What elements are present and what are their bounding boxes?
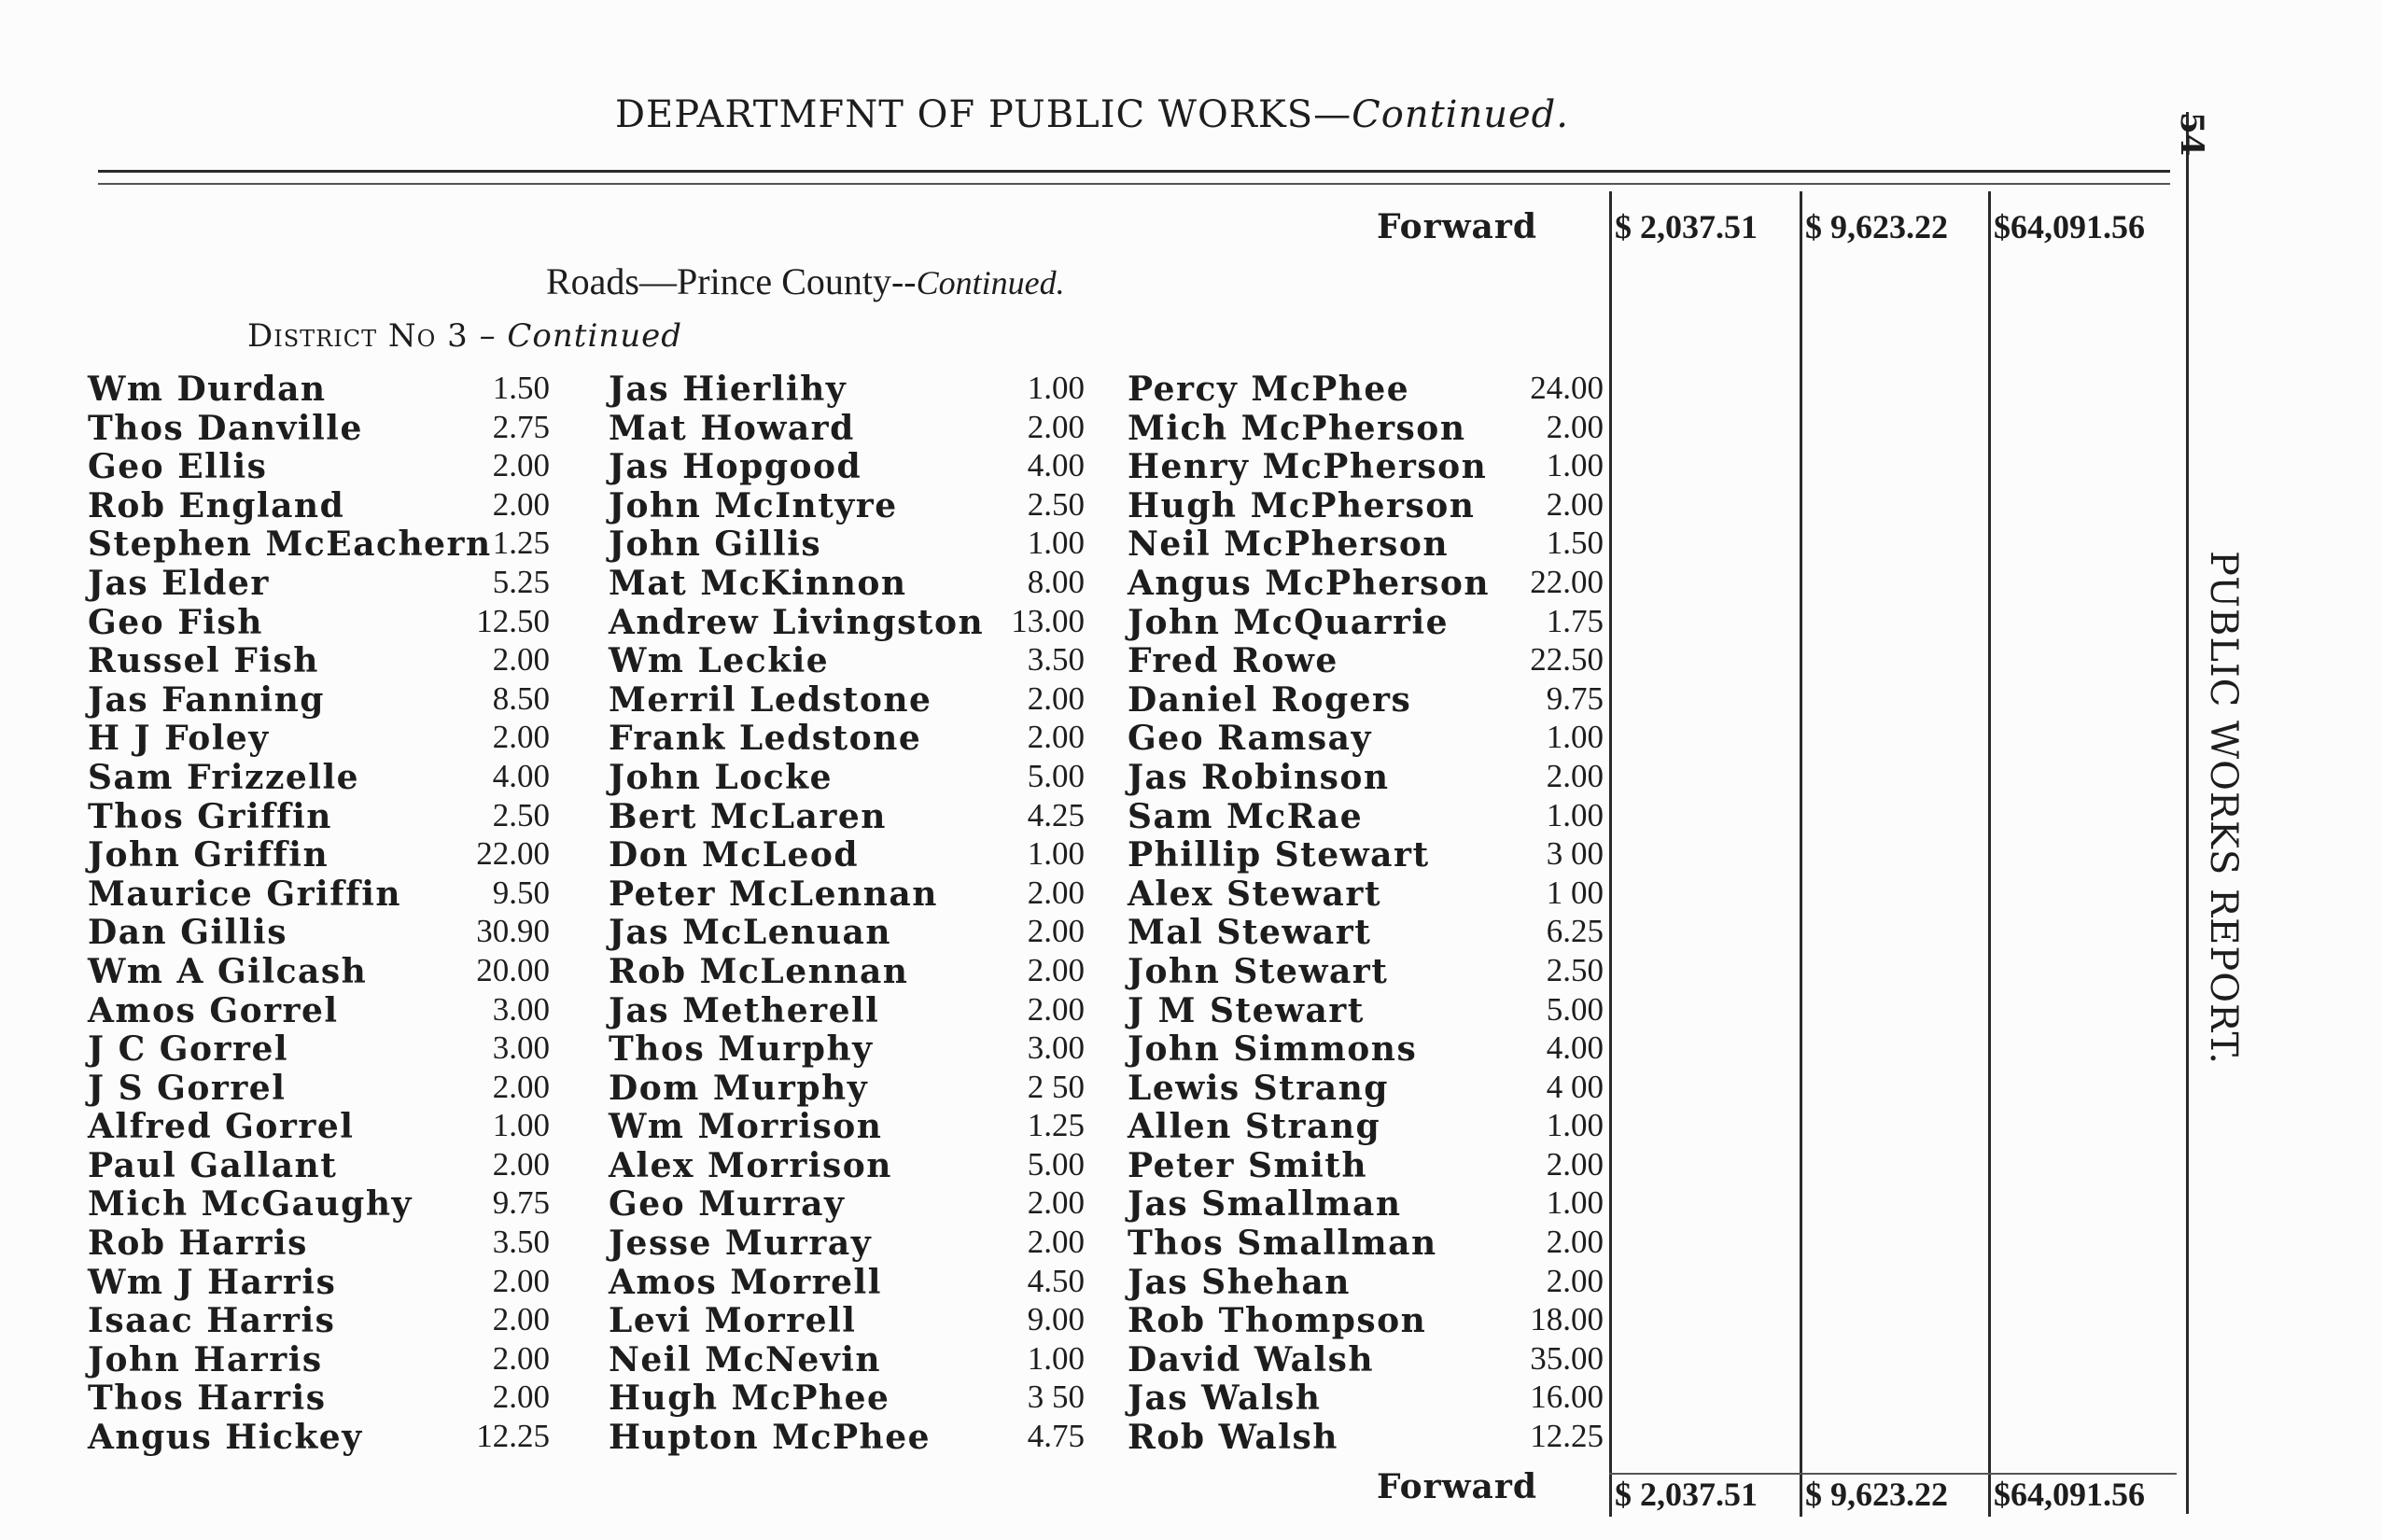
ledger-entry <box>1128 525 1613 564</box>
entry-amount: 4.00 <box>1546 1029 1604 1067</box>
entry-amount: 2.00 <box>1546 1145 1604 1183</box>
entry-amount: 12.25 <box>476 1418 550 1455</box>
entry-amount: 3.00 <box>1027 1029 1085 1067</box>
entry-amount: 2.00 <box>492 1339 550 1377</box>
ledger-entry <box>609 1340 1094 1379</box>
entry-amount: 2.00 <box>1546 1262 1604 1299</box>
entry-name: Geo Fish <box>88 602 263 642</box>
entry-amount: 5.00 <box>1027 757 1085 794</box>
entry-amount: 6.25 <box>1546 913 1604 950</box>
entry-name: Thos Harris <box>88 1379 327 1419</box>
entry-name: Dom Murphy <box>609 1068 869 1108</box>
entry-amount: 2.00 <box>1027 679 1085 717</box>
name-column-3 <box>1128 370 1613 1457</box>
entry-name: Dan Gillis <box>88 913 287 953</box>
entry-name: Paul Gallant <box>88 1145 338 1185</box>
entry-amount: 9.00 <box>1027 1301 1085 1338</box>
ledger-entry <box>1128 991 1613 1030</box>
forward-bottom-amount-1: $ 2,037.51 <box>1615 1476 1758 1513</box>
ledger-entry <box>1128 409 1613 448</box>
entry-name: John Locke <box>609 757 834 797</box>
ledger-entry <box>609 719 1094 758</box>
entry-name: Wm Morrison <box>609 1107 883 1147</box>
name-column-1 <box>88 370 573 1457</box>
entry-name: Sam McRae <box>1128 796 1364 836</box>
section-continued: Continued. <box>916 264 1065 301</box>
ledger-entry <box>88 1107 573 1146</box>
entry-amount: 35.00 <box>1530 1339 1604 1377</box>
ledger-entry <box>1128 1107 1613 1146</box>
entry-amount: 1.50 <box>1546 525 1604 562</box>
entry-name: Peter McLennan <box>609 874 938 914</box>
entry-name: Frank Ledstone <box>609 719 922 759</box>
entry-amount: 2.75 <box>492 408 550 445</box>
ledger-entry <box>88 680 573 720</box>
ledger-entry <box>609 409 1094 448</box>
ledger-entry <box>88 797 573 836</box>
entry-amount: 1.00 <box>1546 796 1604 833</box>
entry-name: Allen Strang <box>1128 1107 1381 1147</box>
entry-amount: 1.00 <box>1027 370 1085 406</box>
entry-amount: 4.75 <box>1027 1418 1085 1455</box>
entry-amount: 2.00 <box>1027 1184 1085 1222</box>
entry-name: Mich McPherson <box>1128 408 1466 448</box>
entry-amount: 4 00 <box>1546 1068 1604 1105</box>
entry-amount: 24.00 <box>1530 370 1604 406</box>
ledger-entry <box>609 486 1094 525</box>
entry-amount: 5.25 <box>492 563 550 600</box>
entry-name: Don McLeod <box>609 835 860 875</box>
entry-amount: 1.25 <box>1027 1107 1085 1144</box>
ledger-entry <box>1128 1069 1613 1108</box>
entry-name: Neil McPherson <box>1128 525 1450 565</box>
entry-amount: 1.50 <box>492 370 550 406</box>
entry-name: Mat Howard <box>609 408 855 448</box>
ledger-entry <box>1128 1146 1613 1185</box>
ledger-entry <box>88 447 573 486</box>
entry-amount: 3.50 <box>492 1224 550 1261</box>
entry-name: Jas Hierlihy <box>609 370 848 409</box>
district-heading <box>247 317 682 355</box>
entry-amount: 2.00 <box>492 447 550 484</box>
ledger-entry <box>609 1107 1094 1146</box>
entry-name: Jas Smallman <box>1128 1184 1402 1225</box>
entry-amount: 22.00 <box>476 835 550 873</box>
entry-name: Jas McLenuan <box>609 913 891 953</box>
entry-name: Wm Leckie <box>609 641 830 681</box>
ledger-entry <box>609 835 1094 875</box>
forward-top-label: Forward <box>1377 207 1538 246</box>
ledger-entry <box>88 525 573 564</box>
entry-name: John Simmons <box>1128 1029 1418 1070</box>
entry-name: John McIntyre <box>609 485 898 525</box>
entry-name: J C Gorrel <box>88 1029 289 1070</box>
entry-name: Alex Stewart <box>1128 874 1381 914</box>
forward-top-amount-2: $ 9,623.22 <box>1805 208 1948 245</box>
section-title <box>546 259 1065 303</box>
ledger-rule-2 <box>1800 191 1802 1517</box>
ledger-entry <box>1128 680 1613 720</box>
ledger-entry <box>88 835 573 875</box>
district-label: District No 3 – <box>247 317 497 355</box>
ledger-entry <box>1128 1340 1613 1379</box>
entry-amount: 3.00 <box>492 1029 550 1067</box>
entry-amount: 2.00 <box>1027 951 1085 988</box>
entry-name: Jas Shehan <box>1128 1262 1351 1302</box>
entry-amount: 2.00 <box>1027 990 1085 1028</box>
ledger-entry <box>1128 719 1613 758</box>
entry-amount: 2.00 <box>1027 408 1085 445</box>
entry-amount: 1 00 <box>1546 874 1604 911</box>
entry-amount: 1.25 <box>492 525 550 562</box>
entry-amount: 3.00 <box>492 990 550 1028</box>
ledger-entry <box>609 875 1094 914</box>
ledger-entry <box>1128 1301 1613 1340</box>
entry-name: Lewis Strang <box>1128 1068 1389 1108</box>
ledger-entry <box>88 1146 573 1185</box>
entry-amount: 2.00 <box>492 1262 550 1299</box>
ledger-entry <box>609 680 1094 720</box>
ledger-entry <box>609 1263 1094 1302</box>
ledger-entry <box>1128 1184 1613 1224</box>
margin-rule <box>2186 112 2189 1514</box>
ledger-entry <box>1128 641 1613 680</box>
ledger-rule-3 <box>1988 191 1991 1517</box>
ledger-entry <box>1128 835 1613 875</box>
ledger-entry <box>88 409 573 448</box>
entry-amount: 2.50 <box>492 796 550 833</box>
ledger-entry <box>609 1301 1094 1340</box>
entry-name: Rob Thompson <box>1128 1301 1427 1341</box>
entry-amount: 2.50 <box>1027 485 1085 523</box>
entry-name: Jas Fanning <box>88 679 325 720</box>
entry-amount: 9.75 <box>492 1184 550 1222</box>
entry-name: Wm J Harris <box>88 1262 337 1302</box>
entry-amount: 8.00 <box>1027 563 1085 600</box>
ledger-entry <box>609 797 1094 836</box>
ledger-entry <box>609 758 1094 797</box>
entry-amount: 13.00 <box>1011 602 1085 639</box>
ledger-entry <box>609 1029 1094 1069</box>
entry-amount: 2.00 <box>1546 757 1604 794</box>
entry-amount: 30.90 <box>476 913 550 950</box>
entry-name: Wm A Gilcash <box>88 951 368 991</box>
forward-bottom-amount-3: $64,091.56 <box>1994 1476 2145 1513</box>
entry-amount: 2.00 <box>1027 913 1085 950</box>
entry-amount: 2.00 <box>1546 1224 1604 1261</box>
ledger-entry <box>88 1263 573 1302</box>
header-rule <box>98 170 2170 173</box>
ledger-entry <box>1128 1263 1613 1302</box>
ledger-entry <box>1128 758 1613 797</box>
entry-name: Henry McPherson <box>1128 447 1488 487</box>
entry-amount: 2 50 <box>1027 1068 1085 1105</box>
district-continued: Continued <box>507 317 683 355</box>
ledger-entry <box>88 1224 573 1263</box>
entry-name: John McQuarrie <box>1128 602 1450 642</box>
ledger-entry <box>1128 952 1613 991</box>
entry-amount: 1.00 <box>1546 719 1604 756</box>
forward-top-amount-1: $ 2,037.51 <box>1615 208 1758 245</box>
entry-name: Jas Robinson <box>1128 757 1390 797</box>
forward-bottom-amount-2: $ 9,623.22 <box>1805 1476 1948 1513</box>
entry-name: Hugh McPhee <box>609 1379 890 1419</box>
entry-amount: 1.00 <box>1546 1184 1604 1222</box>
entry-name: Amos Gorrel <box>88 990 339 1030</box>
entry-amount: 4.00 <box>1027 447 1085 484</box>
entry-name: Angus McPherson <box>1128 563 1491 603</box>
entry-name: Sam Frizzelle <box>88 757 360 797</box>
entry-amount: 5.00 <box>1027 1145 1085 1183</box>
ledger-entry <box>609 1418 1094 1457</box>
entry-name: Geo Ramsay <box>1128 719 1372 759</box>
page-number: 54 <box>2173 112 2210 157</box>
ledger-entry <box>88 564 573 603</box>
entry-name: Rob England <box>88 485 345 525</box>
ledger-entry <box>609 447 1094 486</box>
ledger-entry <box>88 1340 573 1379</box>
entry-name: Jas Walsh <box>1128 1379 1322 1419</box>
entry-name: John Gillis <box>609 525 822 565</box>
side-title: PUBLIC WORKS REPORT. <box>2202 551 2245 1065</box>
entry-amount: 4.00 <box>492 757 550 794</box>
entry-name: Bert McLaren <box>609 796 887 836</box>
ledger-entry <box>88 1029 573 1069</box>
ledger-entry <box>609 1069 1094 1108</box>
entry-name: Daniel Rogers <box>1128 679 1412 720</box>
ledger-entry <box>88 486 573 525</box>
name-column-2 <box>609 370 1094 1457</box>
entry-amount: 2.00 <box>1027 1224 1085 1261</box>
entry-amount: 2.00 <box>492 485 550 523</box>
entry-amount: 3 00 <box>1546 835 1604 873</box>
forward-bottom-label: Forward <box>1377 1467 1538 1506</box>
entry-amount: 1.75 <box>1546 602 1604 639</box>
entry-amount: 4.25 <box>1027 796 1085 833</box>
entry-name: Geo Murray <box>609 1184 846 1225</box>
entry-amount: 12.50 <box>476 602 550 639</box>
ledger-entry <box>1128 875 1613 914</box>
entry-name: Thos Murphy <box>609 1029 874 1070</box>
entry-amount: 1.00 <box>1027 525 1085 562</box>
entry-name: Thos Smallman <box>1128 1224 1437 1264</box>
header-rule-thin <box>98 183 2170 185</box>
ledger-entry <box>1128 1029 1613 1069</box>
entry-name: J M Stewart <box>1128 990 1365 1030</box>
entry-name: John Stewart <box>1128 951 1389 991</box>
entry-amount: 2.00 <box>492 641 550 679</box>
entry-name: Rob Walsh <box>1128 1418 1338 1458</box>
entry-name: Jas Elder <box>88 563 270 603</box>
entry-name: Neil McNevin <box>609 1339 882 1379</box>
entry-amount: 2.00 <box>1027 719 1085 756</box>
entry-name: Rob Harris <box>88 1224 308 1264</box>
ledger-entry <box>88 875 573 914</box>
entry-name: Merril Ledstone <box>609 679 932 720</box>
entry-name: Maurice Griffin <box>88 874 402 914</box>
header-title: DEPARTMFNT OF PUBLIC WORKS <box>614 93 1314 136</box>
entry-name: Geo Ellis <box>88 447 268 487</box>
ledger-entry <box>88 952 573 991</box>
ledger-entry <box>1128 1418 1613 1457</box>
entry-amount: 3.50 <box>1027 641 1085 679</box>
ledger-entry <box>1128 564 1613 603</box>
entry-name: Mich McGaughy <box>88 1184 413 1225</box>
entry-amount: 2.50 <box>1546 951 1604 988</box>
ledger-entry <box>609 913 1094 952</box>
entry-name: Amos Morrell <box>609 1262 882 1302</box>
entry-name: Phillip Stewart <box>1128 835 1430 875</box>
ledger-entry <box>609 1146 1094 1185</box>
entry-amount: 1.00 <box>1546 447 1604 484</box>
ledger-entry <box>88 603 573 642</box>
entry-name: Jesse Murray <box>609 1224 873 1264</box>
entry-name: Angus Hickey <box>88 1418 363 1458</box>
ledger-entry <box>1128 1224 1613 1263</box>
entry-name: Alfred Gorrel <box>88 1107 355 1147</box>
ledger-entry <box>609 1184 1094 1224</box>
ledger-entry <box>1128 797 1613 836</box>
ledger-entry <box>609 1224 1094 1263</box>
ledger-entry <box>88 1069 573 1108</box>
entry-name: David Walsh <box>1128 1339 1375 1379</box>
entry-name: Thos Danville <box>88 408 363 448</box>
ledger-entry <box>88 1379 573 1418</box>
ledger-entry <box>609 641 1094 680</box>
entry-name: Alex Morrison <box>609 1145 892 1185</box>
entry-name: Hupton McPhee <box>609 1418 932 1458</box>
ledger-entry <box>1128 370 1613 409</box>
ledger-entry <box>609 991 1094 1030</box>
forward-top-amount-3: $64,091.56 <box>1994 208 2145 245</box>
entry-amount: 1.00 <box>1027 1339 1085 1377</box>
entry-amount: 2.00 <box>492 1145 550 1183</box>
entry-amount: 8.50 <box>492 679 550 717</box>
entry-name: Russel Fish <box>88 641 319 681</box>
ledger-entry <box>88 1184 573 1224</box>
entry-name: Andrew Livingston <box>609 602 985 642</box>
entry-name: John Griffin <box>88 835 329 875</box>
entry-amount: 16.00 <box>1530 1379 1604 1416</box>
entry-name: J S Gorrel <box>88 1068 287 1108</box>
entry-name: Wm Durdan <box>88 370 327 409</box>
entry-amount: 18.00 <box>1530 1301 1604 1338</box>
entry-name: Fred Rowe <box>1128 641 1338 681</box>
entry-amount: 3 50 <box>1027 1379 1085 1416</box>
ledger-entry <box>88 1301 573 1340</box>
ledger-entry <box>1128 913 1613 952</box>
ledger-entry <box>88 1418 573 1457</box>
ledger-entry <box>609 1379 1094 1418</box>
ledger-entry <box>88 719 573 758</box>
entry-amount: 20.00 <box>476 951 550 988</box>
entry-amount: 2.00 <box>492 1379 550 1416</box>
ledger-entry <box>609 952 1094 991</box>
entry-name: Mat McKinnon <box>609 563 907 603</box>
section-title-text: Roads—Prince County-- <box>546 260 917 302</box>
entry-amount: 2.00 <box>1027 874 1085 911</box>
entry-name: Stephen McEachern <box>88 525 492 565</box>
entry-amount: 5.00 <box>1546 990 1604 1028</box>
ledger-entry <box>1128 603 1613 642</box>
ledger-entry <box>1128 1379 1613 1418</box>
ledger-entry <box>88 641 573 680</box>
entry-name: Peter Smith <box>1128 1145 1368 1185</box>
entry-name: Jas Metherell <box>609 990 880 1030</box>
entry-amount: 4.50 <box>1027 1262 1085 1299</box>
entry-amount: 2.00 <box>492 719 550 756</box>
entry-amount: 12.25 <box>1530 1418 1604 1455</box>
entry-amount: 1.00 <box>1027 835 1085 873</box>
ledger-entry <box>609 564 1094 603</box>
header-dash: — <box>1313 93 1352 136</box>
entry-amount: 1.00 <box>1546 1107 1604 1144</box>
entry-amount: 9.75 <box>1546 679 1604 717</box>
ledger-entry <box>1128 486 1613 525</box>
ledger-entry <box>88 758 573 797</box>
entry-name: Mal Stewart <box>1128 913 1372 953</box>
entry-amount: 22.00 <box>1530 563 1604 600</box>
ledger-entry <box>88 913 573 952</box>
header-continued: Continued. <box>1352 93 1569 136</box>
entry-name: Hugh McPherson <box>1128 485 1476 525</box>
entry-amount: 9.50 <box>492 874 550 911</box>
entry-name: H J Foley <box>88 719 270 759</box>
ledger-entry <box>88 370 573 409</box>
ledger-entry <box>1128 447 1613 486</box>
entry-name: John Harris <box>88 1339 323 1379</box>
ledger-entry <box>88 991 573 1030</box>
ledger-entry <box>609 603 1094 642</box>
entry-amount: 2.00 <box>492 1068 550 1105</box>
entry-amount: 2.00 <box>492 1301 550 1338</box>
page-header <box>0 93 2184 136</box>
ledger-entry <box>609 370 1094 409</box>
entry-name: Isaac Harris <box>88 1301 336 1341</box>
entry-name: Thos Griffin <box>88 796 332 836</box>
entry-name: Percy McPhee <box>1128 370 1410 409</box>
entry-name: Rob McLennan <box>609 951 909 991</box>
entry-amount: 22.50 <box>1530 641 1604 679</box>
entry-amount: 1.00 <box>492 1107 550 1144</box>
entry-amount: 2.00 <box>1546 485 1604 523</box>
entry-name: Jas Hopgood <box>609 447 862 487</box>
ledger-entry <box>609 525 1094 564</box>
entry-name: Levi Morrell <box>609 1301 857 1341</box>
entry-amount: 2.00 <box>1546 408 1604 445</box>
